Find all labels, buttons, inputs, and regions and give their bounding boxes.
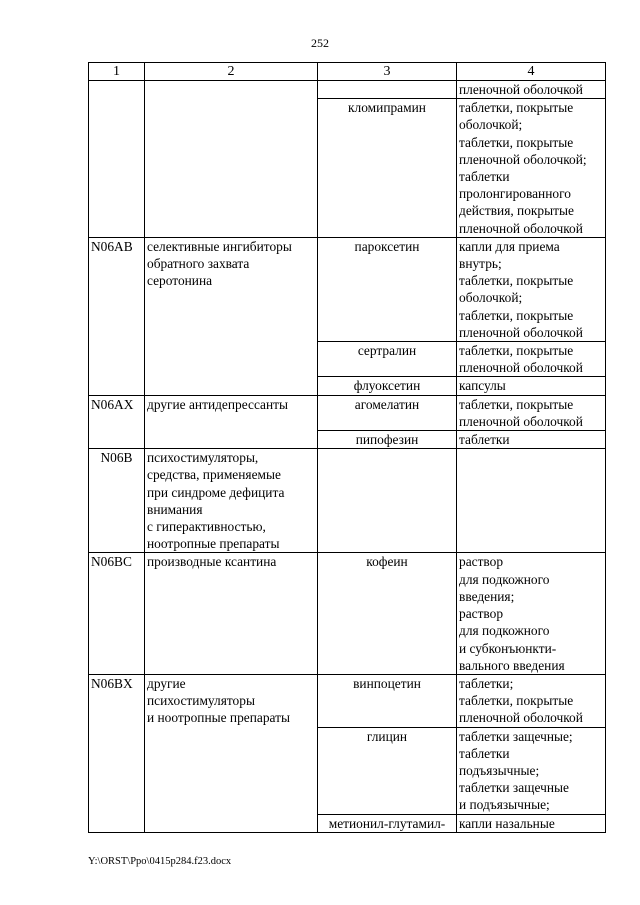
form-line: для подкожного xyxy=(459,623,550,639)
group-line: другие антидепрессанты xyxy=(147,396,289,412)
form-line: таблетки, покрытые xyxy=(459,134,574,150)
form-line: раствор xyxy=(459,554,504,570)
drug-cell: глицин xyxy=(318,727,457,814)
form-line: внутрь; xyxy=(459,256,502,272)
forms-cell xyxy=(457,342,606,377)
form-line: капли для приема xyxy=(459,238,560,254)
atc-code-cell xyxy=(89,81,145,238)
form-line: пленочной оболочкой; xyxy=(459,151,587,167)
drug-cell: агомелатин xyxy=(318,395,457,430)
form-line: вального введения xyxy=(459,657,565,673)
form-line: таблетки защечные; xyxy=(459,728,573,744)
drug-cell: сертралин xyxy=(318,342,457,377)
form-line: таблетки, покрытые xyxy=(459,100,574,116)
form-line: раствор xyxy=(459,606,504,622)
drug-cell: метионил-глутамил- xyxy=(318,814,457,832)
header-col-2: 2 xyxy=(145,63,318,81)
medicine-table xyxy=(88,62,606,833)
group-line: средства, применяемые xyxy=(147,467,281,483)
drug-cell: винпоцетин xyxy=(318,674,457,727)
form-line: пленочной оболочкой xyxy=(459,82,583,97)
drug-cell: кофеин xyxy=(318,553,457,674)
footer-file-path: Y:\ORST\Ppo\0415p284.f23.docx xyxy=(88,856,232,867)
group-line: обратного захвата xyxy=(147,256,250,272)
form-line: введения; xyxy=(459,588,515,604)
forms-cell xyxy=(457,237,606,341)
atc-code-cell: N06B xyxy=(89,449,145,553)
drug-cell: пароксетин xyxy=(318,237,457,341)
table-row xyxy=(89,395,606,430)
group-line: при синдроме дефицита xyxy=(147,484,285,500)
form-line: таблетки защечные xyxy=(459,780,569,796)
forms-cell xyxy=(457,377,606,395)
header-col-1: 1 xyxy=(89,63,145,81)
header-row xyxy=(89,63,606,81)
form-line: таблетки, покрытые xyxy=(459,343,574,359)
group-line: другие xyxy=(147,675,186,691)
group-cell xyxy=(145,553,318,674)
group-line: психостимуляторы, xyxy=(147,450,259,466)
form-line: пленочной оболочкой xyxy=(459,220,583,236)
form-line: таблетки; xyxy=(459,675,514,691)
form-line: таблетки xyxy=(459,745,510,761)
form-line: таблетки xyxy=(459,432,510,448)
forms-cell xyxy=(457,814,606,832)
drug-cell: пипофезин xyxy=(318,431,457,449)
group-line: селективные ингибиторы xyxy=(147,238,292,254)
drug-cell xyxy=(318,449,457,553)
form-line: таблетки xyxy=(459,169,510,185)
form-line: действия, покрытые xyxy=(459,203,574,219)
table-row xyxy=(89,237,606,341)
form-line: капли назальные xyxy=(459,815,555,831)
form-line: таблетки, покрытые xyxy=(459,693,574,709)
form-line: таблетки, покрытые xyxy=(459,396,574,412)
header-col-3: 3 xyxy=(318,63,457,81)
form-line: пролонгированного xyxy=(459,186,571,202)
forms-cell xyxy=(457,674,606,727)
atc-code-cell: N06AX xyxy=(89,395,145,449)
group-line: с гиперактивностью, xyxy=(147,519,266,535)
page-number: 252 xyxy=(311,36,329,50)
form-line: оболочкой; xyxy=(459,117,523,133)
atc-code-cell: N06BC xyxy=(89,553,145,674)
forms-cell xyxy=(457,395,606,430)
form-line: оболочкой; xyxy=(459,290,523,306)
group-line: ноотропные препараты xyxy=(147,536,280,552)
forms-cell xyxy=(457,727,606,814)
form-line: таблетки, покрытые xyxy=(459,273,574,289)
atc-code-cell: N06BX xyxy=(89,674,145,832)
form-line: подъязычные; xyxy=(459,762,540,778)
table-row xyxy=(89,674,606,727)
forms-cell xyxy=(457,553,606,674)
drug-cell: кломипрамин xyxy=(318,99,457,238)
group-line: психостимуляторы xyxy=(147,693,255,709)
group-line: серотонина xyxy=(147,273,213,289)
table-row xyxy=(89,553,606,674)
group-cell xyxy=(145,674,318,832)
form-line: пленочной оболочкой xyxy=(459,710,583,726)
group-cell xyxy=(145,81,318,238)
form-line: и субконъюнкти- xyxy=(459,640,557,656)
group-line: внимания xyxy=(147,501,203,517)
atc-code-cell: N06AB xyxy=(89,237,145,395)
forms-cell xyxy=(457,99,606,238)
form-line: для подкожного xyxy=(459,571,550,587)
drug-cell xyxy=(318,81,457,99)
group-cell xyxy=(145,395,318,449)
form-line: и подъязычные; xyxy=(459,797,550,813)
form-line: пленочной оболочкой xyxy=(459,413,583,429)
form-line: пленочной оболочкой xyxy=(459,360,583,376)
group-line: производные ксантина xyxy=(147,554,277,570)
group-cell xyxy=(145,237,318,395)
forms-cell xyxy=(457,81,606,99)
forms-cell xyxy=(457,449,606,553)
table-row xyxy=(89,449,606,553)
group-cell xyxy=(145,449,318,553)
header-col-4: 4 xyxy=(457,63,606,81)
form-line: пленочной оболочкой xyxy=(459,324,583,340)
forms-cell xyxy=(457,431,606,449)
group-line: и ноотропные препараты xyxy=(147,710,290,726)
drug-cell: флуоксетин xyxy=(318,377,457,395)
form-line: капсулы xyxy=(459,378,506,394)
form-line: таблетки, покрытые xyxy=(459,307,574,323)
table-row xyxy=(89,81,606,99)
